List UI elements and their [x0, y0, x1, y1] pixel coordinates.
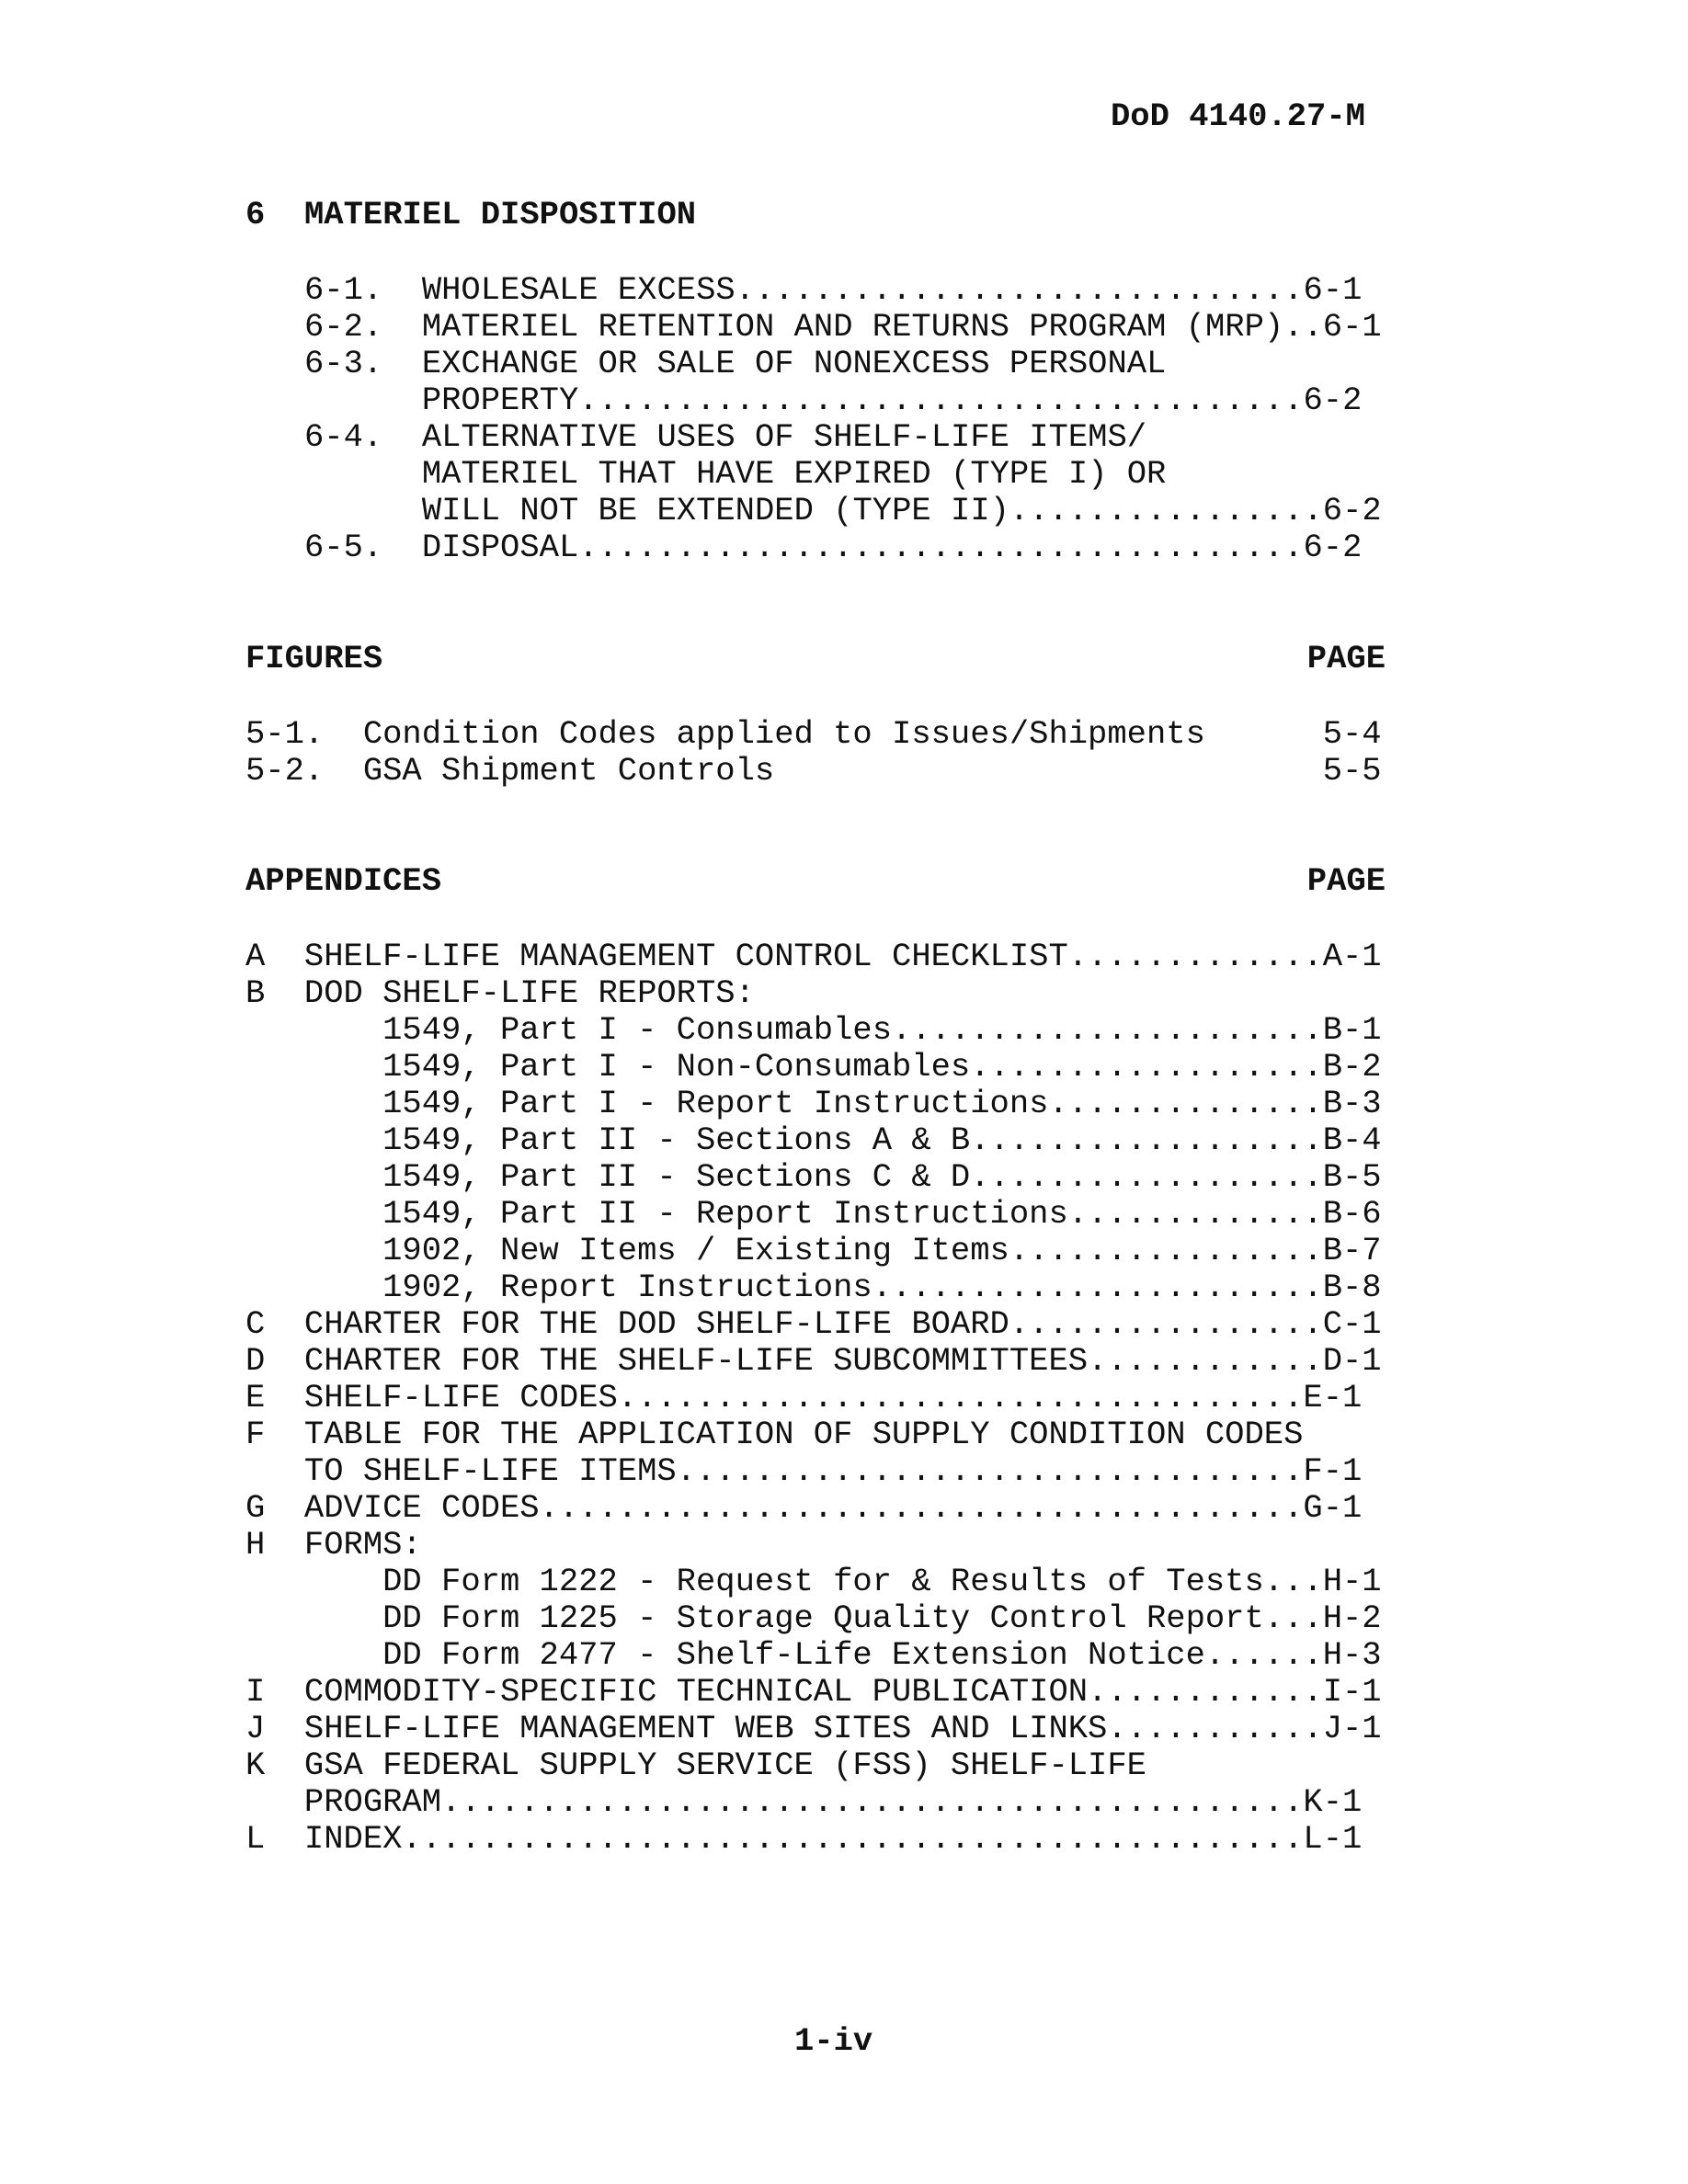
- appendix-line: 1549, Part I - Non-Consumables..................B-2: [245, 1048, 1382, 1086]
- chapter-title: MATERIEL DISPOSITION: [304, 196, 697, 233]
- appendix-line: DD Form 1225 - Storage Quality Control Report...H-2: [245, 1599, 1382, 1637]
- appendix-line: G ADVICE CODES.......................................G-1: [245, 1489, 1363, 1527]
- figure-entry: 5-2. GSA Shipment Controls 5-5: [245, 752, 1382, 790]
- toc-line: 6-3. EXCHANGE OR SALE OF NONEXCESS PERSONAL: [304, 345, 1167, 382]
- appendix-line: H FORMS:: [245, 1526, 422, 1564]
- appendix-line: D CHARTER FOR THE SHELF-LIFE SUBCOMMITTEES............D-1: [245, 1342, 1382, 1380]
- toc-line: 6-2. MATERIEL RETENTION AND RETURNS PROGRAM (MRP)..6-1: [304, 308, 1382, 346]
- document-number: DoD 4140.27-M: [1111, 97, 1365, 135]
- toc-line: 6-4. ALTERNATIVE USES OF SHELF-LIFE ITEMS/: [304, 418, 1147, 456]
- appendix-line: TO SHELF-LIFE ITEMS................................F-1: [245, 1452, 1363, 1490]
- appendix-line: DD Form 1222 - Request for & Results of Tests...H-1: [245, 1563, 1382, 1600]
- appendix-line: B DOD SHELF-LIFE REPORTS:: [245, 974, 755, 1012]
- appendix-line: 1549, Part II - Report Instructions.............B-6: [245, 1195, 1382, 1233]
- appendices-page-heading: PAGE: [1306, 862, 1386, 900]
- appendix-line: F TABLE FOR THE APPLICATION OF SUPPLY CONDITION CODES: [245, 1416, 1304, 1453]
- appendix-line: PROGRAM............................................K-1: [245, 1783, 1363, 1821]
- appendix-line: 1902, New Items / Existing Items................B-7: [245, 1232, 1382, 1269]
- toc-line: WILL NOT BE EXTENDED (TYPE II)................6-2: [304, 492, 1382, 529]
- figures-page-heading: PAGE: [1306, 640, 1386, 677]
- appendix-line: E SHELF-LIFE CODES...................................E-1: [245, 1379, 1363, 1416]
- appendices-heading: APPENDICES: [245, 862, 442, 900]
- appendix-line: 1549, Part II - Sections A & B..................B-4: [245, 1121, 1382, 1159]
- appendix-line: DD Form 2477 - Shelf-Life Extension Notice......H-3: [245, 1636, 1382, 1674]
- appendix-line: 1549, Part I - Report Instructions..............B-3: [245, 1085, 1382, 1122]
- appendix-line: 1549, Part I - Consumables......................B-1: [245, 1011, 1382, 1049]
- toc-line: 6-5. DISPOSAL.....................................6-2: [304, 529, 1363, 566]
- figure-entry: 5-1. Condition Codes applied to Issues/Shipments 5-4: [245, 715, 1382, 753]
- appendix-line: K GSA FEDERAL SUPPLY SERVICE (FSS) SHELF-LIFE: [245, 1746, 1146, 1784]
- figures-heading: FIGURES: [245, 640, 383, 677]
- appendix-line: C CHARTER FOR THE DOD SHELF-LIFE BOARD................C-1: [245, 1305, 1382, 1343]
- toc-line: PROPERTY.....................................6-2: [304, 381, 1363, 419]
- appendix-line: 1902, Report Instructions.......................B-8: [245, 1268, 1382, 1306]
- appendix-line: J SHELF-LIFE MANAGEMENT WEB SITES AND LINKS...........J-1: [245, 1710, 1382, 1747]
- chapter-number: 6: [245, 196, 266, 233]
- appendix-line: 1549, Part II - Sections C & D..................B-5: [245, 1158, 1382, 1196]
- toc-line: 6-1. WHOLESALE EXCESS.............................6-1: [304, 271, 1363, 309]
- appendix-line: A SHELF-LIFE MANAGEMENT CONTROL CHECKLIST.............A-1: [245, 938, 1382, 975]
- page-number: 1-iv: [794, 2022, 873, 2060]
- appendix-line: L INDEX..............................................L-1: [245, 1820, 1363, 1858]
- appendix-line: I COMMODITY-SPECIFIC TECHNICAL PUBLICATION............I-1: [245, 1673, 1382, 1711]
- toc-line: MATERIEL THAT HAVE EXPIRED (TYPE I) OR: [304, 455, 1167, 493]
